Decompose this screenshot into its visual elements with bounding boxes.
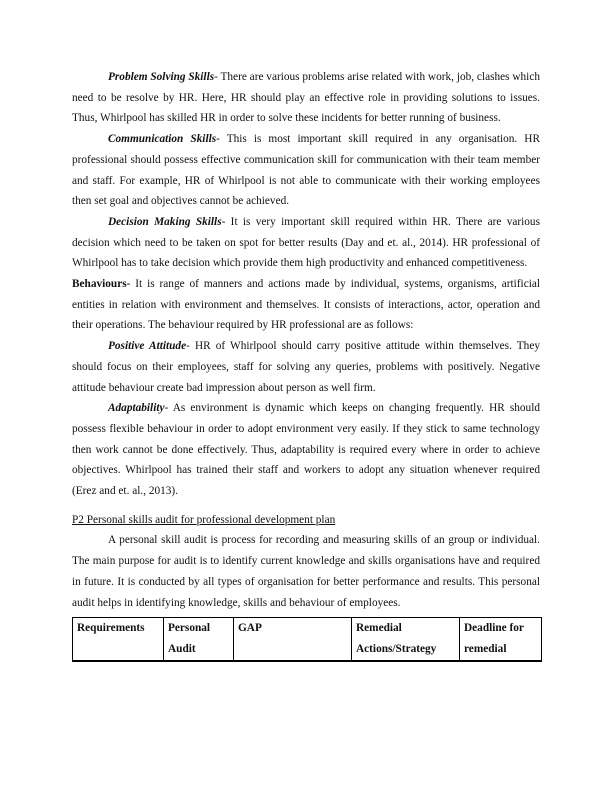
paragraph-problem-solving bbox=[72, 67, 540, 129]
section-heading-p2: P2 Personal skills audit for professional development plan bbox=[72, 513, 336, 526]
term-behaviours: Behaviours bbox=[72, 278, 127, 291]
term-adaptability: Adaptability bbox=[108, 402, 165, 415]
paragraph-decision-making bbox=[72, 212, 540, 274]
paragraph-skill-audit-intro: A personal skill audit is process for recording and measuring skills of an group or individual. The main purpose for audit is to identify current knowledge and skills organisations have and required in future. It is conducted by all types of organisation for better performance and results. This personal audit helps in identifying knowledge, skills and behaviour of employees. bbox=[72, 534, 540, 609]
text-adaptability: - As environment is dynamic which keeps on changing frequently. HR should possess flexible behaviour in order to adopt environment very easily. If they stick to same technology then work cannot be done effectively. Thus, adaptability is required every where in order to achieve objectives. Whirlpool has trained their staff and workers to adopt any situation whenever required (Erez and et. al., 2013). bbox=[72, 402, 540, 498]
text-positive-attitude: - HR of Whirlpool should carry positive attitude within themselves. They should focus on their employees, staff for solving any queries, problems with positively. Negative attitude behaviour create bad impression about person as well firm. bbox=[72, 340, 540, 394]
paragraph-adaptability bbox=[72, 398, 540, 502]
text-problem-solving: - There are various problems arise related with work, job, clashes which need to be resolve by HR. Here, HR should play an effective role in providing solutions to issues. Thus, Whirlpool has skilled HR in order to solve these incidents for better running of business. bbox=[72, 71, 540, 125]
term-communication: Communication Skills bbox=[108, 133, 217, 146]
text-decision-making: - It is very important skill required within HR. There are various decision which need to be taken on spot for better results (Day and et. al., 2014). HR professional of Whirlpool has to take decision which provide them high productivity and enhanced competitiveness. bbox=[72, 215, 540, 270]
term-problem-solving: Problem Solving Skills bbox=[108, 71, 215, 83]
term-positive-attitude: Positive Attitude bbox=[108, 340, 187, 353]
paragraph-positive-attitude bbox=[72, 336, 540, 398]
paragraph-behaviours bbox=[72, 274, 540, 336]
header-requirements: Requirements bbox=[73, 618, 164, 661]
document-page bbox=[72, 67, 540, 662]
text-behaviours: - It is range of manners and actions made by individual, systems, organisms, artificial entities in relation with environment and themselves. It consists of interactions, actor, operation and their operations. The behaviour required by HR professional are as follows: bbox=[72, 278, 540, 332]
header-remedial-actions: Remedial Actions/Strategy bbox=[352, 618, 460, 661]
header-personal-audit: Personal Audit bbox=[164, 618, 234, 661]
header-gap: GAP bbox=[234, 618, 352, 661]
paragraph-communication bbox=[72, 129, 540, 212]
header-deadline: Deadline for remedial bbox=[460, 618, 542, 661]
table-header-row bbox=[73, 618, 542, 661]
term-decision-making: Decision Making Skills bbox=[108, 215, 222, 228]
skills-audit-table bbox=[72, 617, 542, 661]
text-communication: - This is most important skill required in any organisation. HR professional should possess effective communication skill for communication with their team member and staff. For example, HR of Whirlpool is not able to communicate with their working employees then set goal and objectives cannot be achieved. bbox=[72, 133, 540, 208]
